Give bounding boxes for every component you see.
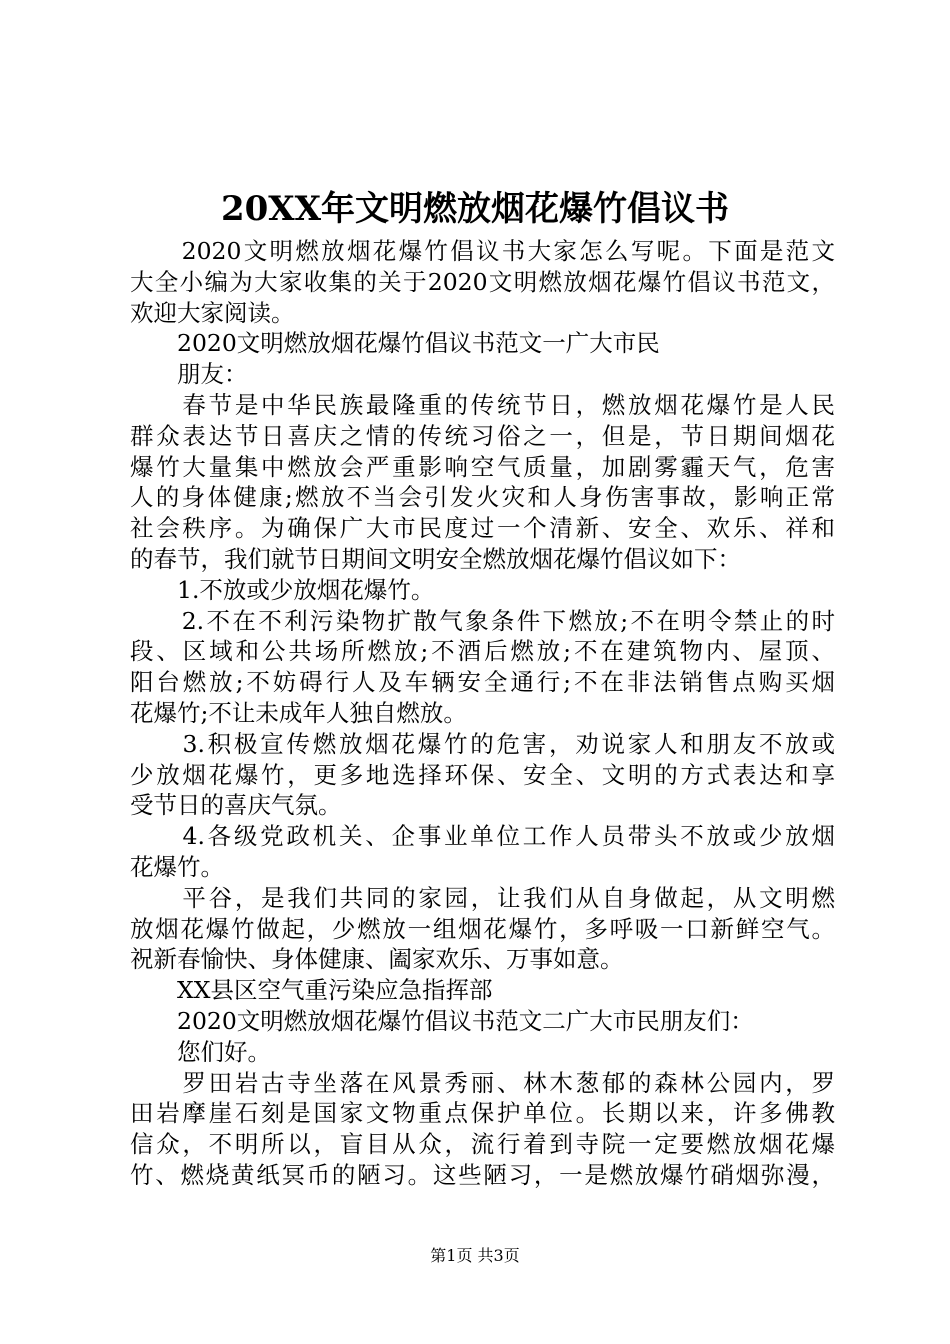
body-line: 受节日的喜庆气氛。 [130, 791, 342, 820]
body-line: XX县区空气重污染应急指挥部 [130, 976, 493, 1005]
body-line: 2.不在不利污染物扩散气象条件下燃放;不在明令禁止的时 [130, 606, 835, 635]
body-line: 花爆竹;不让未成年人独自燃放。 [130, 698, 467, 727]
body-line: 田岩摩崖石刻是国家文物重点保护单位。长期以来，许多佛教 [130, 1099, 835, 1128]
body-line: 祝新春愉快、身体健康、阖家欢乐、万事如意。 [130, 945, 624, 974]
body-line: 您们好。 [130, 1037, 271, 1066]
body-line: 少放烟花爆竹，更多地选择环保、安全、文明的方式表达和享 [130, 760, 835, 789]
body-line: 2020文明燃放烟花爆竹倡议书范文一广大市民 [130, 329, 660, 358]
body-line: 放烟花爆竹做起，少燃放一组烟花爆竹，多呼吸一口新鲜空气。 [130, 914, 835, 943]
body-line: 1.不放或少放烟花爆竹。 [130, 575, 435, 604]
document-body [130, 236, 835, 1191]
body-line: 罗田岩古寺坐落在风景秀丽、林木葱郁的森林公园内，罗 [130, 1068, 835, 1097]
body-line: 大全小编为大家收集的关于2020文明燃放烟花爆竹倡议书范文， [130, 267, 835, 296]
body-line: 2020文明燃放烟花爆竹倡议书范文二广大市民朋友们： [130, 1006, 754, 1035]
body-line: 信众，不明所以，盲目从众，流行着到寺院一定要燃放烟花爆 [130, 1130, 835, 1159]
body-line: 朋友： [130, 360, 248, 389]
body-line: 春节是中华民族最隆重的传统节日，燃放烟花爆竹是人民 [130, 390, 835, 419]
body-line: 的春节，我们就节日期间文明安全燃放烟花爆竹倡议如下： [130, 544, 741, 573]
body-line: 欢迎大家阅读。 [130, 298, 295, 327]
body-line: 阳台燃放;不妨碍行人及车辆安全通行;不在非法销售点购买烟 [130, 668, 835, 697]
body-line: 2020文明燃放烟花爆竹倡议书大家怎么写呢。下面是范文 [130, 237, 835, 265]
body-line: 竹、燃烧黄纸冥币的陋习。这些陋习，一是燃放爆竹硝烟弥漫， [130, 1160, 835, 1189]
body-line: 3.积极宣传燃放烟花爆竹的危害，劝说家人和朋友不放或 [130, 729, 835, 758]
document-title: 20XX年文明燃放烟花爆竹倡议书 [220, 189, 730, 229]
body-line: 平谷，是我们共同的家园，让我们从自身做起，从文明燃 [130, 883, 835, 912]
body-line: 段、区域和公共场所燃放;不酒后燃放;不在建筑物内、屋顶、 [130, 637, 835, 666]
body-line: 人的身体健康;燃放不当会引发火灾和人身伤害事故，影响正常 [130, 483, 835, 512]
body-line: 群众表达节日喜庆之情的传统习俗之一，但是，节日期间烟花 [130, 421, 835, 450]
page-footer: 第1页 共3页 [430, 1246, 520, 1265]
body-line: 4.各级党政机关、企事业单位工作人员带头不放或少放烟 [130, 822, 835, 851]
body-line: 花爆竹。 [130, 852, 224, 881]
body-line: 社会秩序。为确保广大市民度过一个清新、安全、欢乐、祥和 [130, 514, 835, 543]
body-line: 爆竹大量集中燃放会严重影响空气质量，加剧雾霾天气，危害 [130, 452, 835, 481]
